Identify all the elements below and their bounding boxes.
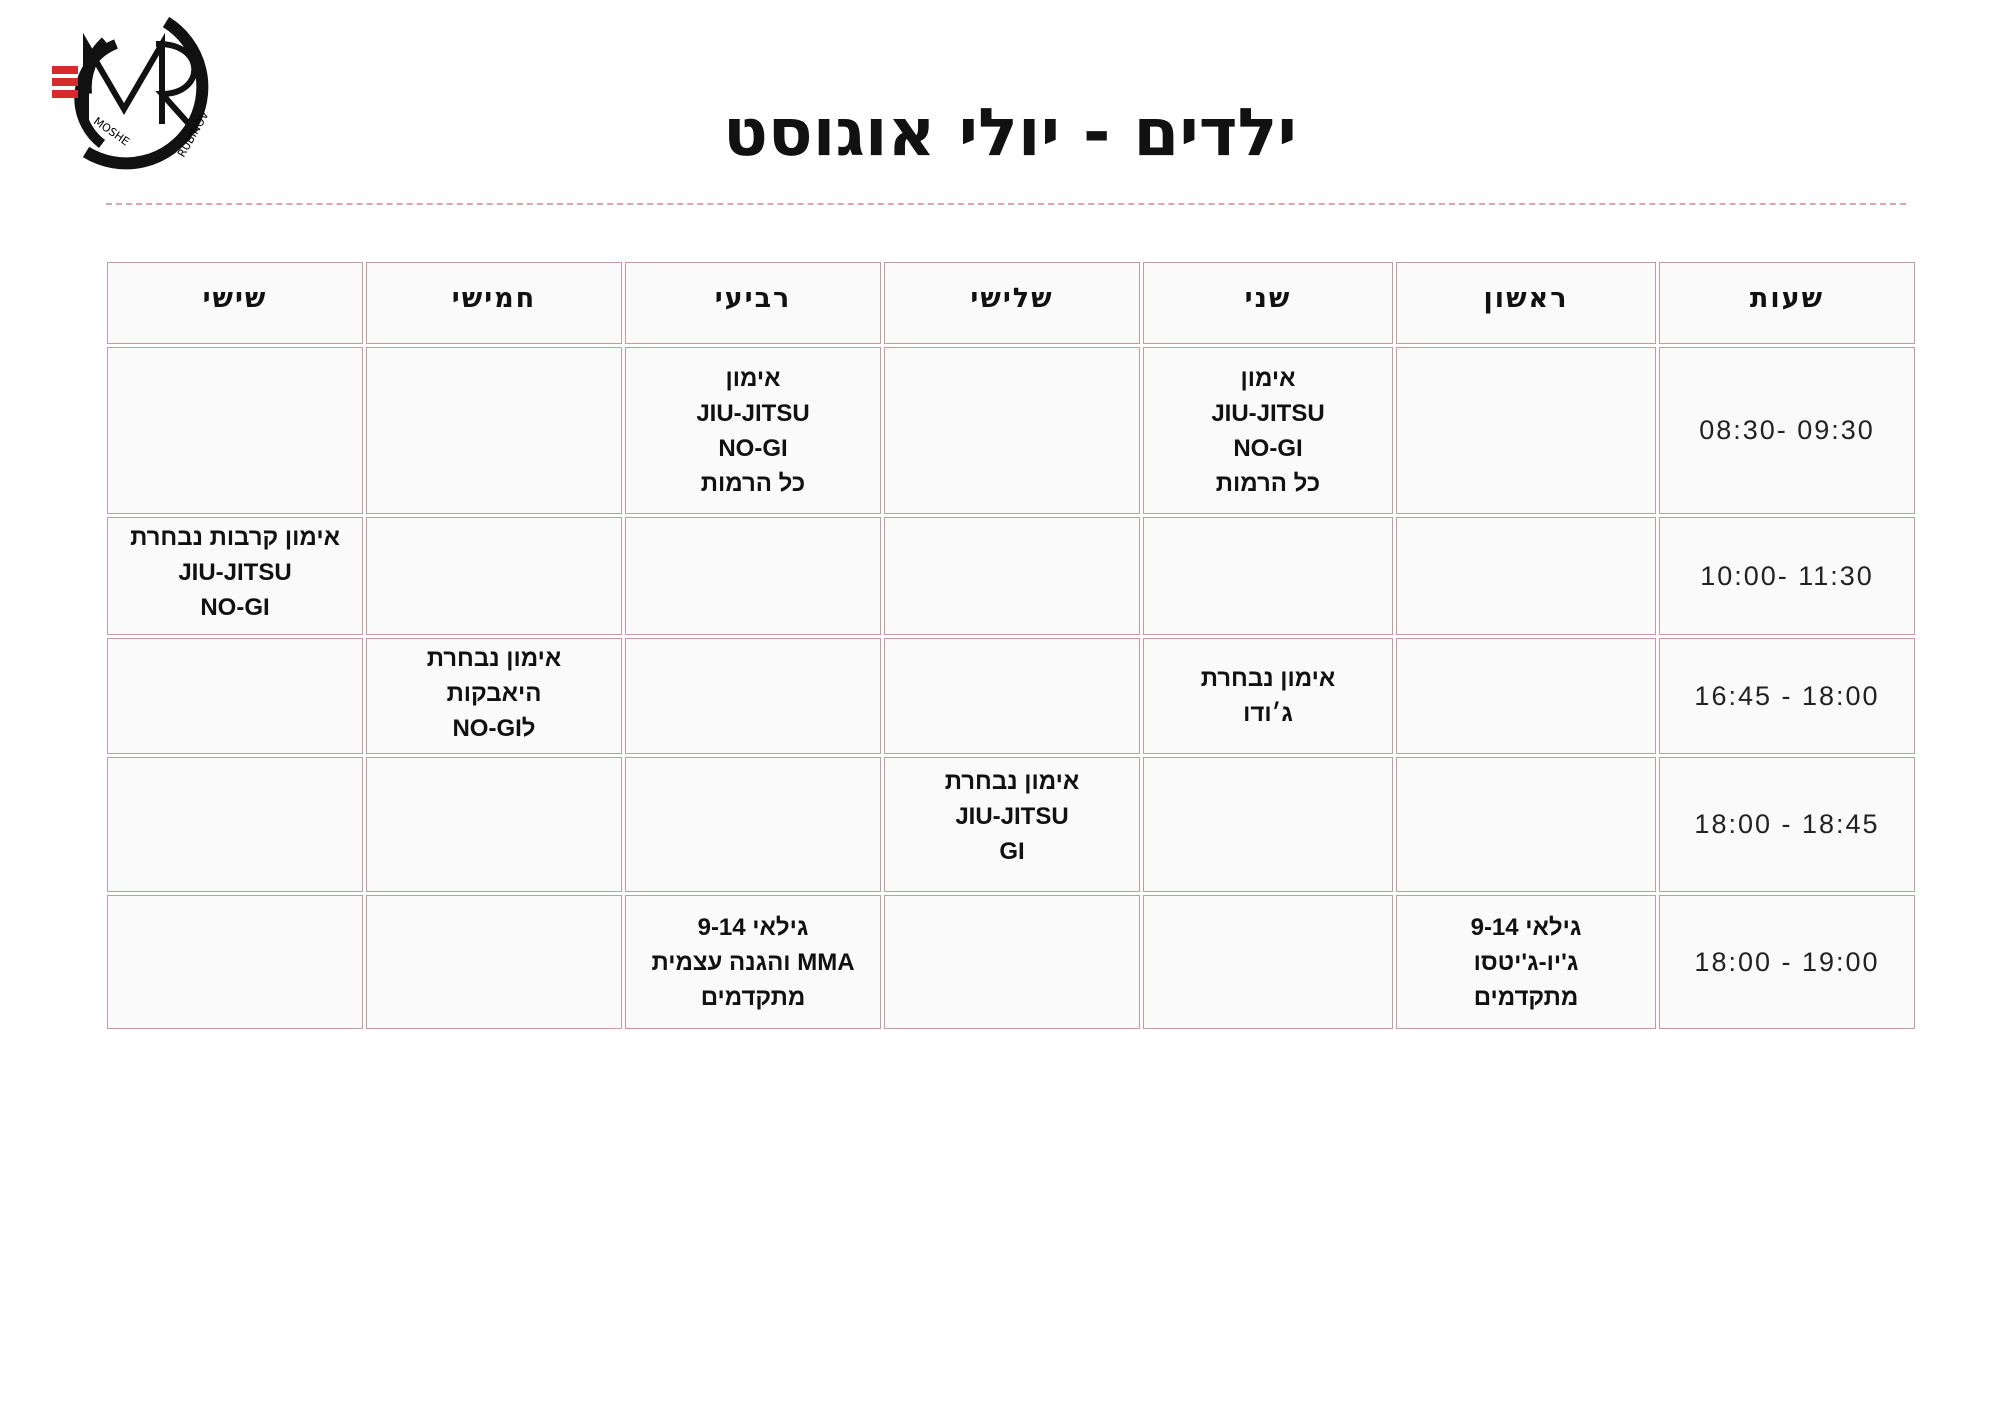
session-cell [1143, 757, 1393, 892]
session-line: GI [999, 838, 1025, 865]
page-title: ילדים - יולי אוגוסט [723, 94, 1297, 171]
time-cell [1659, 347, 1915, 514]
schedule-table [104, 259, 1918, 1032]
session-cell [366, 347, 622, 514]
session-cell [625, 638, 881, 754]
time-label: 16:45 - 18:00 [1694, 680, 1880, 711]
session-cell [107, 517, 363, 635]
logo-text-moshe: MOSHE [91, 114, 132, 149]
session-line: גילאי 9-14 [1470, 913, 1582, 941]
session-cell [625, 757, 881, 892]
session-cell [1143, 895, 1393, 1029]
session-line: אימון נבחרת [944, 768, 1080, 795]
session-line: JIU-JITSU [178, 559, 292, 586]
session-cell [1396, 757, 1656, 892]
header-thursday: חמישי [366, 262, 622, 344]
session-cell [107, 638, 363, 754]
session-line: JIU-JITSU [696, 399, 810, 427]
table-row [107, 347, 1915, 514]
session-cell [625, 517, 881, 635]
session-line: כל הרמות [1215, 469, 1321, 497]
session-cell [1396, 638, 1656, 754]
session-cell [884, 895, 1140, 1029]
logo-text-rubinov: RUBINOV [175, 109, 212, 160]
session-line: מתקדמים [700, 983, 806, 1011]
time-label: 10:00- 11:30 [1700, 560, 1874, 591]
divider [106, 203, 1906, 205]
header-wednesday: רביעי [625, 262, 881, 344]
session-line: לNO-GI [452, 715, 536, 742]
session-cell [625, 895, 881, 1029]
session-cell [366, 757, 622, 892]
session-cell [366, 517, 622, 635]
session-line: NO-GI [1233, 434, 1303, 462]
session-cell [1396, 895, 1656, 1029]
table-row [107, 757, 1915, 892]
table-row [107, 895, 1915, 1029]
session-line: אימון קרבות נבחרת [130, 524, 340, 551]
session-line: NO-GI [718, 434, 788, 462]
time-cell [1659, 517, 1915, 635]
session-line: אימון [725, 364, 781, 392]
header-hours: שעות [1659, 262, 1915, 344]
session-cell [884, 347, 1140, 514]
session-line: MMA והגנה עצמית [651, 948, 855, 976]
session-cell [366, 895, 622, 1029]
header-sunday: ראשון [1396, 262, 1656, 344]
session-line: אימון [1240, 364, 1296, 392]
session-cell [107, 895, 363, 1029]
time-cell [1659, 638, 1915, 754]
session-line: ג׳ודו [1243, 700, 1293, 727]
time-label: 18:00 - 19:00 [1694, 946, 1880, 977]
header-row [107, 262, 1915, 344]
session-cell [884, 517, 1140, 635]
time-label: 08:30- 09:30 [1699, 415, 1875, 445]
header-tuesday: שלישי [884, 262, 1140, 344]
header-friday: שישי [107, 262, 363, 344]
header-monday: שני [1143, 262, 1393, 344]
session-line: ג'יו-ג'יטסו [1473, 948, 1579, 976]
session-line: JIU-JITSU [1211, 399, 1325, 427]
session-cell [107, 347, 363, 514]
session-cell [1143, 517, 1393, 635]
time-label: 18:00 - 18:45 [1694, 809, 1880, 839]
session-cell [107, 757, 363, 892]
session-line: היאבקות [446, 680, 542, 707]
session-cell [1396, 347, 1656, 514]
table-row [107, 517, 1915, 635]
session-cell [884, 757, 1140, 892]
session-line: גילאי 9-14 [697, 913, 809, 941]
session-cell [366, 638, 622, 754]
session-line: מתקדמים [1473, 983, 1579, 1011]
session-line: אימון נבחרת [1200, 665, 1336, 692]
session-cell [1396, 517, 1656, 635]
time-cell [1659, 895, 1915, 1029]
time-cell [1659, 757, 1915, 892]
table-row [107, 638, 1915, 754]
session-line: אימון נבחרת [426, 645, 562, 672]
session-line: JIU-JITSU [955, 803, 1069, 830]
session-line: NO-GI [200, 594, 270, 621]
session-cell [1143, 347, 1393, 514]
session-cell [625, 347, 881, 514]
session-cell [1143, 638, 1393, 754]
session-line: כל הרמות [700, 469, 806, 497]
session-cell [884, 638, 1140, 754]
